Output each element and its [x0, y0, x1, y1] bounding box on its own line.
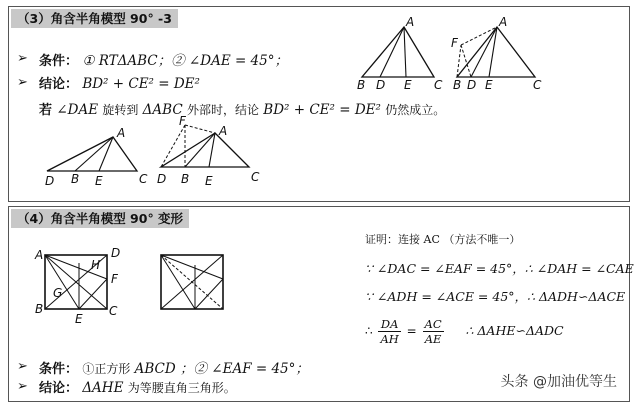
- extension-mid: 旋转到: [102, 103, 139, 117]
- proof-intro: 证明：连接 AC （方法不唯一）: [365, 233, 521, 246]
- segment-ae: [404, 27, 406, 77]
- segment-ae: [45, 255, 79, 309]
- dashed-fa: [185, 125, 215, 133]
- bullet-arrow-icon: ➢: [17, 379, 28, 394]
- extension-line: [39, 99, 445, 118]
- proof-equals: =: [406, 324, 417, 338]
- condition-text-2: ；② ∠EAF = 45°；: [180, 361, 309, 377]
- conclusion-formula: BD² + CE² = DE²: [82, 76, 200, 92]
- dashed-fa: [461, 27, 497, 45]
- triangle-figure-inner: [354, 15, 454, 92]
- fraction-da-ah: [378, 317, 400, 346]
- label-d: D: [157, 172, 167, 186]
- label-e: E: [205, 174, 213, 188]
- label-a: A: [499, 15, 508, 29]
- label-a: A: [117, 126, 126, 140]
- label-b: B: [453, 78, 462, 92]
- condition-square: ABCD: [134, 361, 176, 377]
- label-f: F: [451, 36, 458, 50]
- segment-ab: [185, 133, 215, 167]
- condition-line: [39, 49, 288, 69]
- fraction-ac-ae: [423, 317, 444, 346]
- label-e: E: [485, 78, 493, 92]
- square-figure-1: [35, 246, 121, 326]
- conclusion-triangle: ΔAHE: [82, 380, 124, 396]
- bullet-arrow-icon: ➢: [17, 51, 28, 66]
- label-h: H: [91, 258, 101, 272]
- triangle-figure-outside: [41, 125, 151, 187]
- label-c: C: [109, 304, 118, 318]
- label-d: D: [45, 174, 55, 188]
- segment-af: [161, 255, 223, 279]
- conclusion-line: [39, 73, 200, 92]
- segment-fe: [79, 279, 107, 309]
- extension-mid2: 外部时，结论: [186, 103, 259, 117]
- label-c: C: [251, 170, 260, 184]
- label-d: D: [376, 78, 386, 92]
- label-e: E: [404, 78, 412, 92]
- label-c: C: [434, 78, 443, 92]
- triangle-abc: [362, 27, 434, 77]
- proof-line-3: [365, 317, 564, 346]
- extension-prefix: 若: [39, 103, 53, 118]
- label-b: B: [71, 172, 80, 186]
- label-b: B: [35, 302, 44, 316]
- proof-therefore: ∴: [365, 324, 373, 338]
- condition-text-1: ①正方形: [82, 362, 131, 376]
- condition-text: ① RTΔABC；② ∠DAE = 45°；: [82, 53, 288, 69]
- fraction-numerator: AC: [424, 317, 442, 331]
- label-c: C: [533, 78, 542, 92]
- condition-label: 条件：: [39, 362, 79, 377]
- fraction-denominator: AH: [380, 332, 399, 346]
- section-heading: （3）角含半角模型 90° -3: [11, 9, 178, 28]
- segment-ae: [161, 255, 195, 309]
- proof-line-3-suffix: ∴ ΔAHE∽ΔADC: [465, 323, 564, 338]
- extension-formula: BD² + CE² = DE²: [263, 102, 381, 118]
- triangle-figure-rotated: [449, 15, 549, 92]
- watermark-text: 头条 @加油优等生: [500, 374, 617, 390]
- segment-ae: [99, 137, 113, 171]
- condition-label: 条件：: [39, 54, 79, 69]
- label-f: F: [179, 114, 186, 128]
- section-heading: （4）角含半角模型 90° 变形: [11, 209, 189, 228]
- label-c: C: [139, 172, 148, 186]
- extension-triangle: ΔABC: [142, 102, 183, 118]
- conclusion-text: 为等腰直角三角形。: [127, 381, 236, 395]
- condition-line: [39, 357, 309, 377]
- extension-suffix: 仍然成立。: [385, 103, 446, 117]
- proof-line-1-text: ∵ ∠DAC = ∠EAF = 45°，∴ ∠DAH = ∠CAE: [365, 261, 634, 276]
- conclusion-label: 结论：: [39, 381, 79, 396]
- label-g: G: [53, 286, 63, 300]
- segment-fe: [195, 279, 223, 309]
- label-a: A: [219, 124, 228, 138]
- label-a: A: [406, 15, 415, 29]
- fraction-numerator: DA: [378, 317, 400, 332]
- proof-line-2-text: ∵ ∠ADH = ∠ACE = 45°，∴ ΔADH∽ΔACE: [365, 289, 626, 304]
- label-e: E: [95, 174, 103, 188]
- bullet-arrow-icon: ➢: [17, 75, 28, 90]
- label-d: D: [111, 246, 121, 260]
- conclusion-line: [39, 377, 236, 396]
- proof-line-1: [365, 259, 634, 277]
- triangle-abc: [161, 133, 249, 167]
- bullet-arrow-icon: ➢: [17, 359, 28, 374]
- label-a: A: [35, 248, 44, 262]
- fraction-denominator: AE: [424, 332, 442, 346]
- model-panel-4: [8, 206, 634, 402]
- triangle-abc: [47, 137, 137, 171]
- label-e: E: [75, 312, 83, 326]
- square-figure-2: [155, 249, 235, 319]
- label-f: F: [111, 272, 118, 286]
- dashed-fd: [161, 125, 185, 167]
- proof-line-2: [365, 287, 625, 305]
- triangle-figure-outside-rotated: [157, 114, 267, 189]
- label-b: B: [181, 172, 190, 186]
- label-d: D: [467, 78, 477, 92]
- conclusion-label: 结论：: [39, 77, 79, 92]
- label-b: B: [357, 78, 366, 92]
- extension-angle: ∠DAE: [56, 102, 99, 118]
- model-panel-3: [8, 6, 630, 202]
